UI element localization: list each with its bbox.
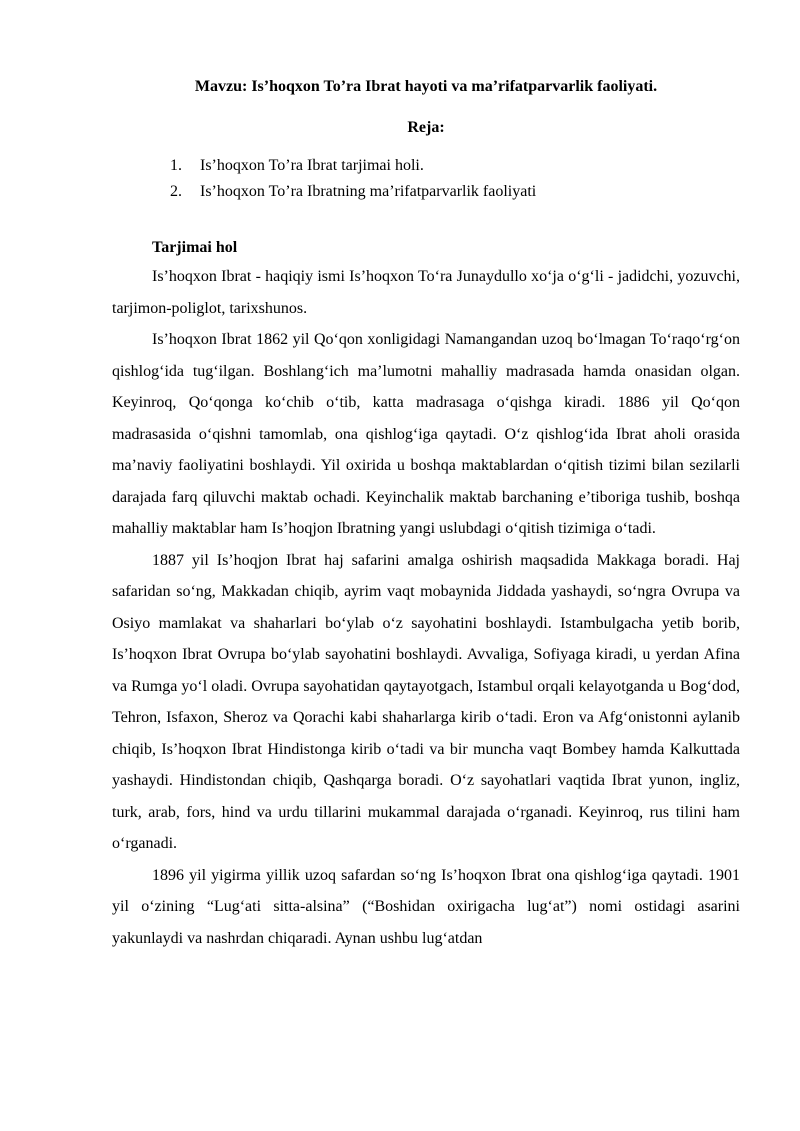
plan-heading: Reja: bbox=[407, 119, 445, 136]
plan-item bbox=[170, 153, 536, 179]
paragraph: Is’hoqxon Ibrat 1862 yil Qo‘qon xonligidagi Namangandan uzoq bo‘lmagan To‘raqo‘rg‘on qishlog‘ida tug‘ilgan. Boshlang‘ich ma’lumotni mahalliy madrasada hamda onasidan olgan. Keyinroq, Qo‘qonga ko‘chib o‘tib, katta madrasaga o‘qishga kiradi. 1886 yil Qo‘qon madrasasida o‘qishni tamomlab, ona qishlog‘iga qaytadi. O‘z qishlog‘ida Ibrat aholi orasida ma’naviy faoliyatini boshlaydi. Yil oxirida u boshqa maktablardan o‘qitish tizimi bilan sezilarli darajada farq qiluvchi maktab ochadi. Keyinchalik maktab barchaning e’tiboriga tushib, boshqa mahalliy maktablar ham Is’hoqjon Ibratning yangi uslubdagi o‘qitish tizimiga o‘tadi. bbox=[112, 331, 740, 537]
body-text bbox=[112, 261, 740, 954]
document-title: Mavzu: Is’hoqxon To’ra Ibrat hayoti va ma’rifatparvarlik faoliyati. bbox=[194, 78, 658, 95]
paragraph: 1896 yil yigirma yillik uzoq safardan so‘ng Is’hoqxon Ibrat ona qishlog‘iga qaytadi. 1901 yil o‘zining “Lug‘ati sitta-alsina” (“Boshidan oxirigacha lug‘at”) nomi ostidagi asarini yakunlaydi va nashrdan chiqaradi. Aynan ushbu lug‘atdan bbox=[112, 866, 740, 947]
paragraph: Is’hoqxon Ibrat - haqiqiy ismi Is’hoqxon To‘ra Junaydullo xo‘ja o‘g‘li - jadidchi, yozuvchi, tarjimon-poliglot, tarixshunos. bbox=[112, 268, 740, 317]
plan-list bbox=[170, 153, 536, 205]
plan-item-number: 1. bbox=[170, 157, 182, 174]
section-heading: Tarjimai hol bbox=[152, 239, 238, 256]
plan-item-number: 2. bbox=[170, 183, 182, 200]
plan-item bbox=[170, 179, 536, 205]
paragraph: 1887 yil Is’hoqjon Ibrat haj safarini amalga oshirish maqsadida Makkaga boradi. Haj safaridan so‘ng, Makkadan chiqib, ayrim vaqt mobaynida Jiddada yashaydi, so‘ngra Ovrupa va Osiyo mamlakat va shaharlari bo‘ylab o‘z sayohatini boshlaydi. Istambulgacha yetib borib, Is’hoqxon Ibrat Ovrupa bo‘ylab sayohatini boshlaydi. Avvaliga, Sofiyaga kiradi, u yerdan Afina va Rumga yo‘l oladi. Ovrupa sayohatidan qaytayotgach, Istambul orqali kelayotganda u Bog‘dod, Tehron, Isfaxon, Sheroz va Qorachi kabi shaharlarga kirib o‘tadi. Eron va Afg‘onistonni aylanib chiqib, Is’hoqxon Ibrat Hindistonga kirib o‘tadi va bir muncha vaqt Bombey hamda Kalkuttada yashaydi. Hindistondan chiqib, Qashqarga boradi. O‘z sayohatlari vaqtida Ibrat yunon, ingliz, turk, arab, fors, hind va urdu tillarini mukammal darajada o‘rganadi. Keyinroq, rus tilini ham o‘rganadi. bbox=[112, 551, 740, 852]
plan-item-text: Is’hoqxon To’ra Ibratning ma’rifatparvarlik faoliyati bbox=[200, 183, 537, 200]
plan-item-text: Is’hoqxon To’ra Ibrat tarjimai holi. bbox=[200, 157, 424, 174]
